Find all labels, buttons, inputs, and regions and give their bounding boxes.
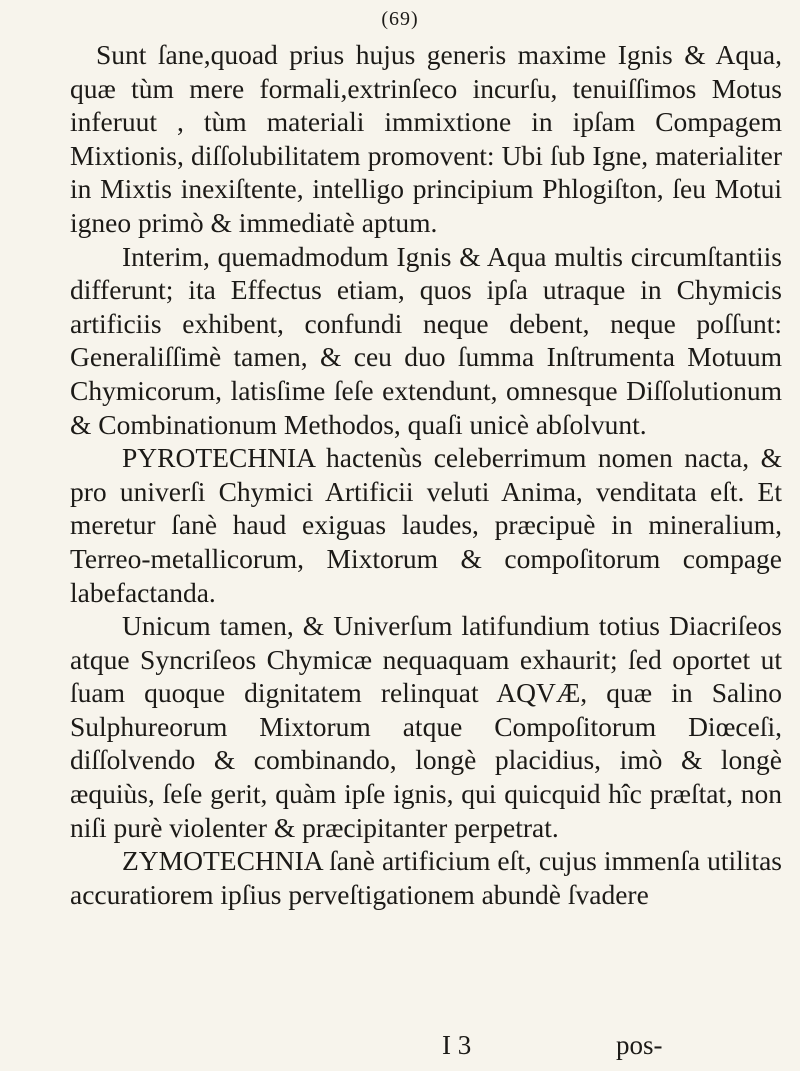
page-footer (70, 1030, 782, 1066)
paragraph-1: Sunt ſane,quoad prius hujus generis maxime Ignis & Aqua, quæ tùm mere formali,extrinſeco incurſu, tenuiſſimos Motus inferuut , tùm materiali immixtione in ipſam Compagem Mixtionis, diſſolubilitatem promovent: Ubi ſub Igne, materialiter in Mixtis inexiſtente, intelligo principium Phlogiſton, ſeu Motui igneo primò & immediatè aptum. (70, 39, 782, 238)
paragraph-5: ZYMOTECHNIA ſanè artificium eſt, cujus immenſa utilitas accuratiorem ipſius perveſtigationem abundè ſvadere (70, 845, 782, 910)
signature-mark: I 3 (442, 1030, 472, 1060)
paragraph-4: Unicum tamen, & Univerſum latifundium totius Diacriſeos atque Syncriſeos Chymicæ nequaquam exhaurit; ſed oportet ut ſuam quoque dignitatem relinquat AQVÆ, quæ in Salino Sulphureorum Mixtorum atque Compoſitorum Diœceſi, diſſolvendo & combinando, longè placidius, imò & longè æquiùs, ſeſe gerit, quàm ipſe ignis, qui quicquid hîc præſtat, non niſi purè violenter & præcipitanter perpetrat. (70, 610, 782, 843)
body-text (70, 38, 782, 911)
paragraph-2: Interim, quemadmodum Ignis & Aqua multis circumſtantiis differunt; ita Effectus etiam, quos ipſa utraque in Chymicis artificiis exhibent, confundi neque debent, neque poſſunt: Generaliſſimè tamen, & ceu duo ſumma Inſtrumenta Motuum Chymicorum, latisſime ſeſe extendunt, omnesque Diſſolutionum & Combinationum Methodos, quaſi unicè abſolvunt. (70, 240, 782, 440)
paragraph-3: PYROTECHNIA hactenùs celeberrimum nomen nacta, & pro univerſi Chymici Artificii veluti Anima, venditata eſt. Et meretur ſanè haud exiguas laudes, præcipuè in mineralium, Terreo-metallicorum, Mixtorum & compoſitorum compage labefactanda. (70, 442, 782, 608)
catchword: pos- (616, 1030, 663, 1060)
page-number-header: (69) (381, 8, 419, 30)
